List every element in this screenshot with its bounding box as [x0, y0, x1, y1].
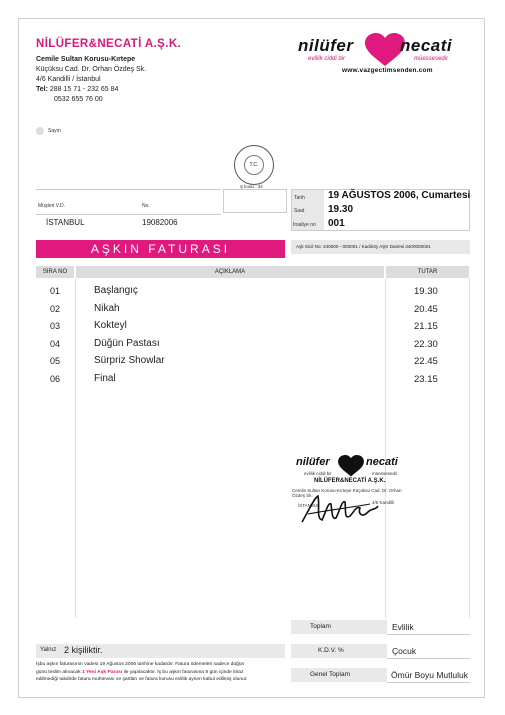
irsaliye-value: 001	[328, 218, 345, 229]
address-line-3: 4/6 Kandilli / İstanbul	[36, 76, 101, 83]
footer-line-2a: günü teslim alınacak	[36, 669, 81, 675]
kdv-value: Çocuk	[392, 646, 417, 656]
customer-vd-label: Müşteri V.D.	[38, 203, 66, 209]
customer-no-label: No.	[142, 203, 150, 209]
row-description: Nikah	[94, 302, 120, 314]
yalniz-label: Yalnız	[40, 647, 57, 653]
row-number: 06	[50, 373, 61, 384]
sayin-label: Sayın	[48, 128, 61, 134]
kdv-label: K.D.V. %	[318, 647, 344, 654]
yalniz-value: 2 kişiliktir.	[64, 645, 103, 655]
empty-box	[223, 189, 287, 213]
col-header-no: SIRA NO	[36, 266, 74, 278]
tel-label: Tel:	[36, 86, 48, 93]
customer-box	[36, 189, 221, 215]
row-description: Düğün Pastası	[94, 337, 160, 349]
footer-line-3: edilmediği takdirde fatura muhtevası ve şartları ve fatura korusu evlilik aynen kabul edilmiş olunur.	[36, 677, 248, 682]
date-value: 19 AĞUSTOS 2006, Cumartesi	[328, 190, 471, 201]
stamp-company: NİLÜFER&NECATİ A.Ş.K.	[314, 478, 386, 484]
row-amount: 21.15	[414, 321, 438, 332]
stamp-logo-right: necati	[366, 456, 398, 468]
logo-left-word: nilüfer	[298, 36, 354, 55]
column-divider	[385, 278, 386, 618]
row-number: 01	[50, 286, 61, 296]
stamp-tagline-left: evlilik ciddi bir	[304, 471, 332, 476]
time-value: 19.30	[328, 204, 354, 215]
footer-highlight: 1 Yeni Aşk Parası	[81, 669, 123, 675]
logo-right-word: necati	[400, 36, 453, 55]
row-amount: 23.15	[414, 373, 438, 385]
bullet-icon	[36, 127, 44, 135]
column-divider	[75, 278, 76, 618]
logo-tagline-left: evlilik ciddi bir	[308, 56, 346, 62]
signature-icon	[298, 490, 383, 530]
row-number: 04	[50, 338, 61, 349]
sicil-text: Aşk Sicil No: 340000 - 000001 / Kadıköy AŞK Dairesi 3400000001	[296, 244, 431, 249]
address-line-2: Küçüksu Cad. Dr. Orhan Özdeş Sk.	[36, 66, 147, 73]
logo-tagline-right: müessesedir	[414, 56, 449, 62]
time-label: Saat	[294, 208, 305, 214]
company-address	[36, 55, 146, 105]
row-amount: 22.30	[414, 338, 438, 350]
row-number: 02	[50, 303, 61, 314]
stamp-code: Ş kodu : 34	[240, 184, 263, 189]
row-description: Sürpriz Showlar	[94, 355, 165, 366]
mobile-number: 0532 655 76 00	[54, 96, 103, 103]
genel-value: Ömür Boyu Mutluluk	[391, 670, 468, 680]
toplam-label: Toplam	[310, 623, 331, 630]
col-header-desc: AÇIKLAMA	[76, 266, 384, 278]
row-amount: 20.45	[414, 303, 438, 315]
stamp-heart-icon	[337, 455, 365, 477]
toplam-label-box	[291, 620, 387, 634]
footer-line-2c: ile yapılacaktır. İş bu aşkın faturasına 8 gün içinde itiraz	[123, 669, 244, 675]
row-amount: 19.30	[414, 286, 438, 297]
invoice-title: AŞKIN FATURASI	[90, 242, 231, 256]
col-header-amt: TUTAR	[386, 266, 469, 278]
website-url: www.vazgectimsenden.com	[342, 67, 433, 74]
stamp-tagline-right: müessesedir	[372, 471, 398, 476]
footer-note	[36, 661, 288, 684]
column-divider	[469, 278, 470, 618]
irsaliye-label: İrsaliye no	[293, 222, 316, 228]
footer-line-2	[36, 669, 288, 677]
address-line-1: Cemile Sultan Korusu-Kırtepe	[36, 56, 136, 63]
row-description: Kokteyl	[94, 320, 127, 331]
row-number: 03	[50, 321, 61, 331]
tel-value: 288 15 71 - 232 65 84	[49, 86, 119, 93]
row-number: 05	[50, 356, 61, 366]
customer-number: 19082006	[142, 218, 178, 227]
genel-label: Genel Toplam	[310, 671, 350, 678]
stamp-logo-left: nilüfer	[296, 456, 330, 468]
stamp-line-3: İSTANBUL	[298, 503, 320, 508]
stamp-line-1: Cemile Sultan Korusu-Kırtepe Küçüksu Cad. Dr. Orhan Özdeş Sk.	[292, 488, 402, 498]
toplam-value: Evlilik	[392, 622, 414, 632]
row-description: Final	[94, 372, 116, 384]
row-amount: 22.45	[414, 356, 438, 367]
stamp-line-2: 4/6 Kandilli	[372, 500, 395, 505]
footer-line-1: İşbu aşkın faturasının vadesi 19 Ağustos 2006 tarihine kadardır. Fatura ödemeleri sadece düğün	[36, 662, 245, 667]
customer-city: İSTANBUL	[46, 218, 85, 227]
row-description: Başlangıç	[94, 285, 138, 296]
company-name: NİLÜFER&NECATİ A.Ş.K.	[36, 38, 182, 50]
date-label: Tarih	[294, 195, 305, 201]
stamp-center: T.C.	[244, 155, 264, 175]
